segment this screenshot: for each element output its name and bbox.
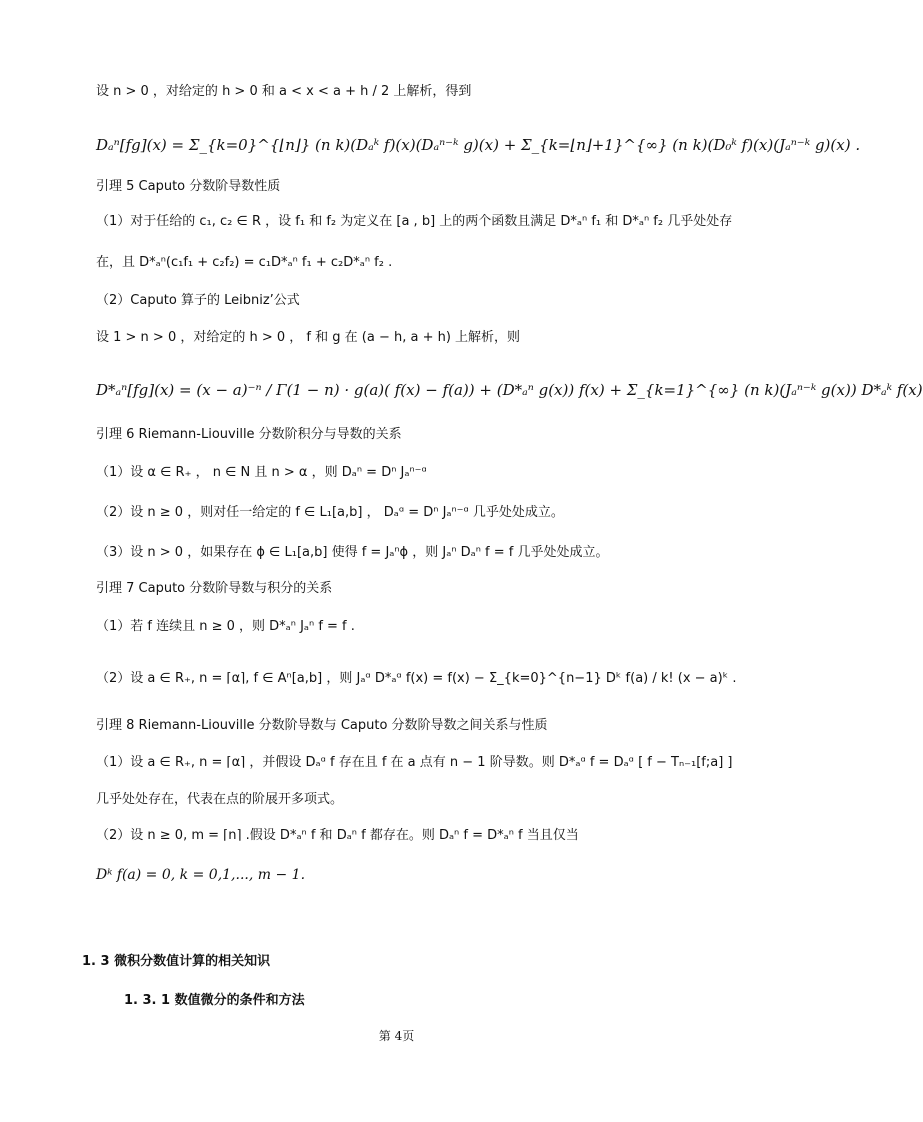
lemma7-item2: （2）设 a ∈ R₊, n = ⌈α⌉, f ∈ Aⁿ[a,b] ，则 Jₐᵅ D*ₐᵅ f(x) = f(x) − Σ_{k=0}^{n−1} Dᵏ f(a) / k! (x − a)ᵏ .	[96, 671, 737, 686]
lemma5-item2: （2）Caputo 算子的 Leibniz’公式	[96, 293, 300, 308]
section-1-3: 1. 3 微积分数值计算的相关知识	[82, 954, 271, 969]
formula-leibniz-caputo: D*ₐⁿ[fg](x) = (x − a)⁻ⁿ / Γ(1 − n) · g(a)( f(x) − f(a)) + (D*ₐⁿ g(x)) f(x) + Σ_{k=1}^{∞} (n k)(Jₐⁿ⁻ᵏ g(x)) D*ₐᵏ f(x)	[96, 381, 923, 399]
lemma8-item3: Dᵏ f(a) = 0, k = 0,1,..., m − 1.	[96, 867, 306, 883]
lemma5-item3: 设 1 > n > 0 ，对给定的 h > 0 ， f 和 g 在 (a − h, a + h) 上解析，则	[96, 330, 521, 345]
lemma5-item1-b: 在，且 D*ₐⁿ(c₁f₁ + c₂f₂) = c₁D*ₐⁿ f₁ + c₂D*ₐⁿ f₂ .	[96, 255, 393, 270]
lemma8-item1-a: （1）设 a ∈ R₊, n = ⌈α⌉ ，并假设 Dₐᵅ f 存在且 f 在 a 点有 n − 1 阶导数。则 D*ₐᵅ f = Dₐᵅ [ f − Tₙ₋₁[f;a] ]	[96, 755, 733, 770]
lemma8-item2: （2）设 n ≥ 0, m = ⌈n⌉ .假设 D*ₐⁿ f 和 Dₐⁿ f 都存在。则 Dₐⁿ f = D*ₐⁿ f 当且仅当	[96, 828, 579, 843]
lemma6-item3: （3）设 n > 0 ，如果存在 ϕ ∈ L₁[a,b] 使得 f = Jₐⁿϕ ，则 Jₐⁿ Dₐⁿ f = f 几乎处处成立。	[96, 545, 609, 560]
lemma8-title: 引理 8 Riemann-Liouville 分数阶导数与 Caputo 分数阶导数之间关系与性质	[96, 718, 548, 733]
formula-leibniz-rl: Dₐⁿ[fg](x) = Σ_{k=0}^{⌊n⌋} (n k)(Dₐᵏ f)(x)(Dₐⁿ⁻ᵏ g)(x) + Σ_{k=⌊n⌋+1}^{∞} (n k)(D₀ᵏ f)(x)(Jₐⁿ⁻ᵏ g)(x) .	[96, 136, 861, 154]
lemma5-title: 引理 5 Caputo 分数阶导数性质	[96, 179, 281, 194]
lemma6-item1: （1）设 α ∈ R₊ ， n ∈ N 且 n > α ，则 Dₐⁿ = Dⁿ Jₐⁿ⁻ᵅ	[96, 465, 427, 480]
lemma7-item1: （1）若 f 连续且 n ≥ 0 ，则 D*ₐⁿ Jₐⁿ f = f .	[96, 619, 355, 634]
lemma6-title: 引理 6 Riemann-Liouville 分数阶积分与导数的关系	[96, 427, 402, 442]
lemma5-item1-a: （1）对于任给的 c₁, c₂ ∈ R ，设 f₁ 和 f₂ 为定义在 [a , b] 上的两个函数且满足 D*ₐⁿ f₁ 和 D*ₐⁿ f₂ 几乎处处存	[96, 214, 733, 229]
section-1-3-1: 1. 3. 1 数值微分的条件和方法	[124, 993, 305, 1008]
line-setup: 设 n > 0 ，对给定的 h > 0 和 a < x < a + h / 2 上解析，得到	[96, 84, 472, 99]
page-footer: 第 4页	[378, 1029, 415, 1043]
lemma7-title: 引理 7 Caputo 分数阶导数与积分的关系	[96, 581, 333, 596]
lemma8-item1-b: 几乎处处存在，代表在点的阶展开多项式。	[96, 792, 344, 807]
lemma6-item2: （2）设 n ≥ 0 ，则对任一给定的 f ∈ L₁[a,b] ， Dₐᵅ = Dⁿ Jₐⁿ⁻ᵅ 几乎处处成立。	[96, 505, 564, 520]
